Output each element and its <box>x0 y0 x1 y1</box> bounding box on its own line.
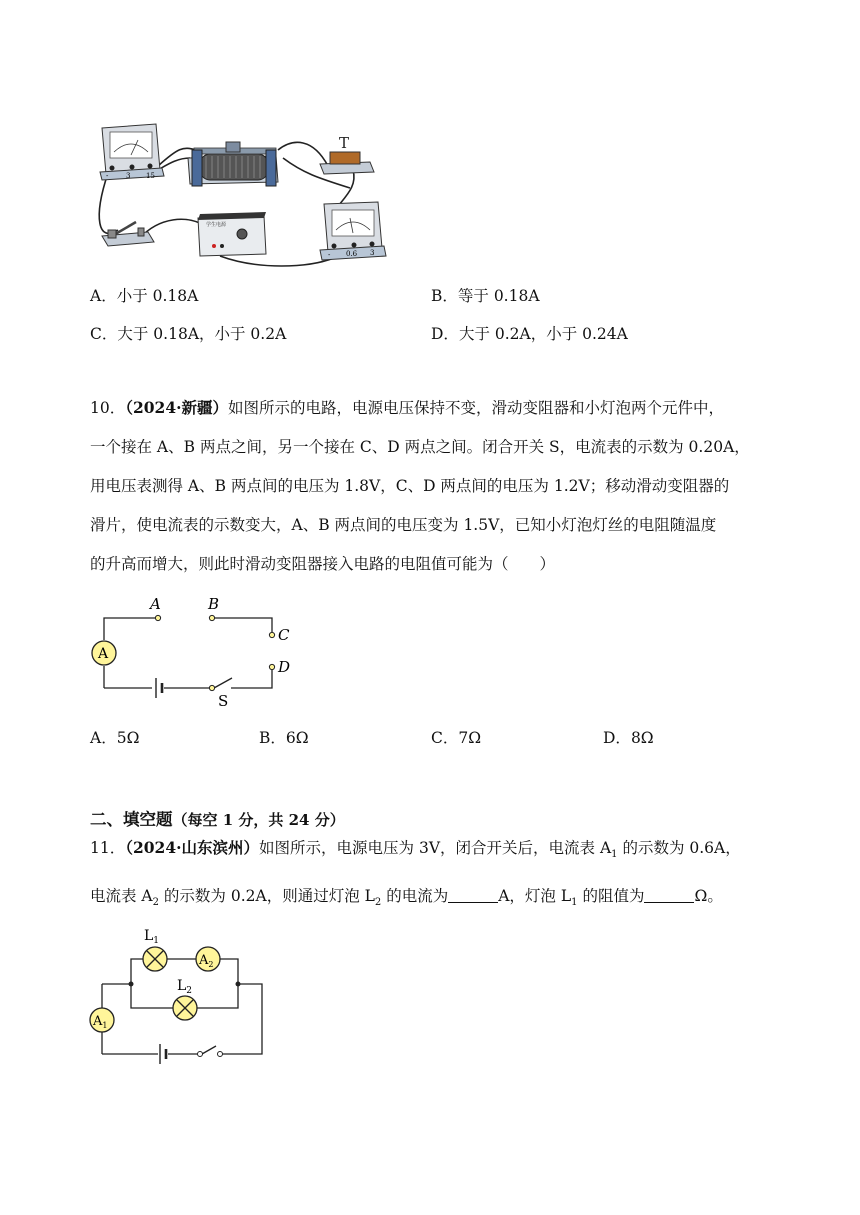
q11-text: 的示数为 0.6A， <box>617 839 741 857</box>
option-letter: C． <box>431 729 459 747</box>
q10-option-a[interactable] <box>90 728 139 748</box>
q9-option-d[interactable] <box>431 324 628 344</box>
answer-blank-1[interactable] <box>448 887 498 903</box>
subscript: 2 <box>374 897 382 909</box>
subscript: 1 <box>571 897 578 909</box>
switch-device <box>102 222 154 246</box>
q9-option-c[interactable] <box>90 324 286 344</box>
question-source: （2024·山东滨州） <box>125 838 260 857</box>
ammeter-a1-label: A <box>93 1014 103 1029</box>
option-text: 等于 0.18A <box>457 287 540 305</box>
ammeter-a2-label: A <box>199 953 209 968</box>
lamp-l2-label: L <box>177 978 187 994</box>
option-letter: B． <box>259 729 286 747</box>
option-text: 小于 0.18A <box>116 287 199 305</box>
ammeter-label: A <box>98 646 109 662</box>
q10-option-d[interactable] <box>603 728 654 748</box>
option-text: 8Ω <box>630 729 654 747</box>
option-letter: A． <box>90 729 117 747</box>
q11-text: 的阻值为 <box>577 887 645 905</box>
option-letter: D． <box>603 729 631 747</box>
q11-text: 电流表 A <box>90 887 153 905</box>
q10-stem-line-5: 的升高而增大，则此时滑动变阻器接入电路的电阻值可能为（ ） <box>90 555 556 573</box>
svg-text:-: - <box>328 251 331 259</box>
lamp-l2-sub: 2 <box>186 986 193 996</box>
q11-text: 如图所示，电源电压为 3V，闭合开关后，电流表 A <box>259 839 612 857</box>
power-supply-device <box>198 212 266 256</box>
q10-stem-line-3: 用电压表测得 A、B 两点间的电压为 1.8V，C、D 两点间的电压为 1.2V；移动滑动变阻器的 <box>90 477 730 495</box>
point-b-label: B <box>208 595 220 613</box>
section-title: 二、填空题 <box>90 810 173 829</box>
q10-stem-line-4: 滑片，使电流表的示数变大，A、B 两点间的电压变为 1.5V，已知小灯泡灯丝的电阻随温度 <box>90 516 717 534</box>
q10-stem-line-1 <box>90 398 724 418</box>
q9-option-b[interactable] <box>431 286 540 306</box>
svg-text:学生电源: 学生电源 <box>206 222 227 228</box>
question-number: 11． <box>90 839 126 857</box>
q11-text: 的电流为 <box>381 887 449 905</box>
svg-text:-: - <box>106 172 109 180</box>
q11-text: A，灯泡 L <box>498 887 572 905</box>
voltmeter-device <box>100 124 164 180</box>
q11-circuit-diagram <box>86 924 276 1074</box>
q9-apparatus-figure <box>88 118 388 270</box>
q11-stem-line-1 <box>90 838 741 865</box>
ammeter-a2-sub: 2 <box>208 960 214 969</box>
q9-option-a[interactable] <box>90 286 198 306</box>
question-source: （2024·新疆） <box>125 398 229 417</box>
option-letter: C． <box>90 325 118 343</box>
q11-text: Ω。 <box>694 887 723 905</box>
option-text: 6Ω <box>285 729 309 747</box>
rheostat-device <box>188 142 278 186</box>
q10-circuit-diagram <box>86 592 306 712</box>
subscript: 2 <box>152 897 159 909</box>
q11-stem-line-2 <box>90 886 723 913</box>
option-text: 5Ω <box>116 729 140 747</box>
answer-blank-2[interactable] <box>644 887 694 903</box>
bulb-device <box>320 134 374 174</box>
svg-text:T: T <box>339 134 350 152</box>
svg-text:L1 <box>144 928 159 946</box>
q10-stem-line-2: 一个接在 A、B 两点之间，另一个接在 C、D 两点之间。闭合开关 S，电流表的示数为 0.20A， <box>90 438 750 456</box>
option-text: 大于 0.2A，小于 0.24A <box>458 325 628 343</box>
point-c-label: C <box>278 626 290 644</box>
svg-text:15: 15 <box>146 172 155 180</box>
section-note: （每空 1 分，共 24 分） <box>172 811 345 829</box>
point-d-label: D <box>278 658 291 676</box>
svg-text:L2 <box>177 978 192 996</box>
svg-text:3: 3 <box>126 172 131 180</box>
q11-text: 的示数为 0.2A，则通过灯泡 L <box>159 887 375 905</box>
ammeter-a1-sub: 1 <box>102 1021 108 1030</box>
option-letter: A． <box>90 287 117 305</box>
lamp-l1-sub: 1 <box>153 936 160 946</box>
option-text: 大于 0.18A，小于 0.2A <box>117 325 287 343</box>
q10-option-c[interactable] <box>431 728 481 748</box>
lamp-l1-label: L <box>144 928 154 944</box>
subscript: 1 <box>611 849 618 861</box>
switch-label: S <box>218 692 229 710</box>
point-a-label: A <box>150 595 161 613</box>
ammeter-device <box>320 202 386 260</box>
question-number: 10． <box>90 399 126 417</box>
option-letter: D． <box>431 325 459 343</box>
option-text: 7Ω <box>458 729 482 747</box>
svg-text:3: 3 <box>370 249 375 257</box>
section-heading <box>90 806 345 830</box>
q10-text: 如图所示的电路，电源电压保持不变，滑动变阻器和小灯泡两个元件中， <box>228 399 725 417</box>
q10-option-b[interactable] <box>259 728 309 748</box>
option-letter: B． <box>431 287 458 305</box>
svg-text:0.6: 0.6 <box>346 250 358 258</box>
